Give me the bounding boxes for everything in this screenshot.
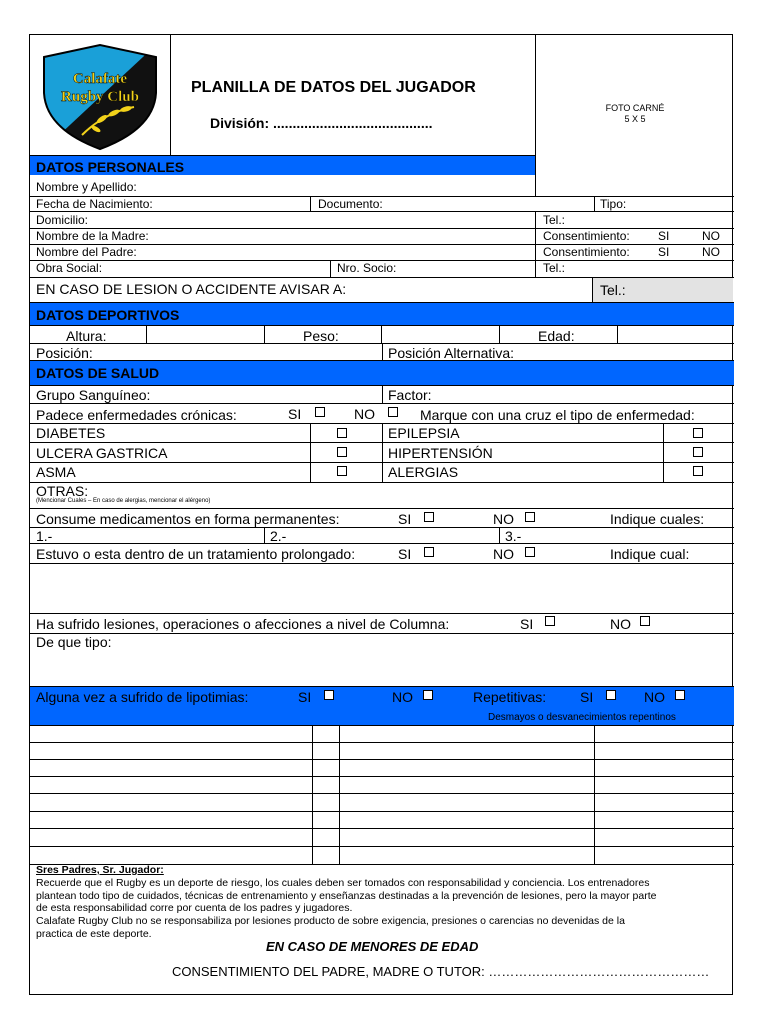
label-avisar: EN CASO DE LESION O ACCIDENTE AVISAR A: xyxy=(36,281,347,297)
label-medicamentos: Consume medicamentos en forma permanentes: xyxy=(36,511,340,527)
repetitivas-si-checkbox[interactable] xyxy=(606,690,616,700)
columna-no-label: NO xyxy=(610,616,631,632)
label-factor: Factor: xyxy=(388,387,432,403)
footer-p5: practica de este deporte. xyxy=(36,928,152,940)
medicamento-2[interactable]: 2.- xyxy=(270,528,287,544)
label-lipotimias: Alguna vez a sufrido de lipotimias: xyxy=(36,689,249,705)
label-fecha: Fecha de Nacimiento: xyxy=(36,197,153,211)
otras-note: (Mencionar Cuales – En caso de alergias, mencionar el alérgeno) xyxy=(36,498,211,504)
label-consentimiento-padre: Consentimiento: xyxy=(543,245,630,259)
tratamiento-no-label: NO xyxy=(493,546,514,562)
cronicas-si-label: SI xyxy=(288,406,302,422)
repetitivas-no-label: NO xyxy=(644,689,665,705)
medicamentos-no-label: NO xyxy=(493,511,514,527)
label-posicion-alt: Posición Alternativa: xyxy=(388,345,515,361)
photo-label: FOTO CARNÉ xyxy=(605,103,665,113)
padre-no[interactable]: NO xyxy=(702,245,720,259)
footer-p4: Calafate Rugby Club no se responsabiliza por lesiones producto de sobre exigencia, presiones o carencias no devenidas de la xyxy=(36,915,625,927)
tratamiento-si-checkbox[interactable] xyxy=(424,547,434,557)
label-obra-social: Obra Social: xyxy=(36,261,103,275)
label-domicilio: Domicilio: xyxy=(36,213,89,227)
cronicas-no-label: NO xyxy=(354,406,375,422)
tratamiento-no-checkbox[interactable] xyxy=(525,547,535,557)
section-title-salud: DATOS DE SALUD xyxy=(36,365,160,381)
tratamiento-detail-area[interactable] xyxy=(30,564,734,612)
lipotimias-no-label: NO xyxy=(392,689,413,705)
label-edad: Edad: xyxy=(538,328,575,344)
medicamento-1[interactable]: 1.- xyxy=(36,528,53,544)
epilepsia-checkbox[interactable] xyxy=(693,428,703,438)
repetitivas-no-checkbox[interactable] xyxy=(675,690,685,700)
club-logo xyxy=(42,43,158,151)
ulcera-checkbox[interactable] xyxy=(337,447,347,457)
label-otras: OTRAS: xyxy=(36,483,89,499)
label-altura: Altura: xyxy=(66,328,107,344)
label-hipertension: HIPERTENSIÓN xyxy=(388,445,493,461)
repetitivas-si-label: SI xyxy=(580,689,594,705)
label-posicion: Posición: xyxy=(36,345,93,361)
logo-text-2: Rugby Club xyxy=(61,89,139,105)
diabetes-checkbox[interactable] xyxy=(337,428,347,438)
medicamentos-si-label: SI xyxy=(398,511,412,527)
cronicas-no-checkbox[interactable] xyxy=(388,407,398,417)
footer-p1: Recuerde que el Rugby es un deporte de riesgo, los cuales deben ser tomados con responsabilidad y conciencia. Los entrenadores xyxy=(36,877,650,889)
alergias-checkbox[interactable] xyxy=(693,466,703,476)
label-marque: Marque con una cruz el tipo de enfermedad: xyxy=(420,407,695,423)
form-title: PLANILLA DE DATOS DEL JUGADOR xyxy=(191,79,476,96)
empty-grid[interactable] xyxy=(30,725,734,865)
madre-si[interactable]: SI xyxy=(658,229,670,243)
hipertension-checkbox[interactable] xyxy=(693,447,703,457)
label-repetitivas: Repetitivas: xyxy=(473,689,547,705)
label-nro-socio: Nro. Socio: xyxy=(337,261,397,275)
tratamiento-si-label: SI xyxy=(398,546,412,562)
division-field[interactable]: División: ......................................... xyxy=(210,115,433,131)
footer-heading: Sres Padres, Sr. Jugador: xyxy=(36,864,164,876)
cronicas-si-checkbox[interactable] xyxy=(315,407,325,417)
label-peso: Peso: xyxy=(303,328,339,344)
label-indique-cual: Indique cual: xyxy=(610,546,690,562)
footer-p2: plantean todo tipo de cuidados, técnicas de entrenamiento y enseñanzas destinadas a la prevención de lesiones, pero la mayor parte xyxy=(36,890,657,902)
medicamento-3[interactable]: 3.- xyxy=(505,528,522,544)
photo-size: 5 X 5 xyxy=(624,114,646,124)
label-tratamiento: Estuvo o esta dentro de un tratamiento prolongado: xyxy=(36,546,356,562)
madre-no[interactable]: NO xyxy=(702,229,720,243)
label-indique-cuales: Indique cuales: xyxy=(610,511,705,527)
label-grupo: Grupo Sanguíneo: xyxy=(36,387,151,403)
label-alergias: ALERGIAS xyxy=(388,464,459,480)
label-epilepsia: EPILEPSIA xyxy=(388,425,460,441)
section-title-personal: DATOS PERSONALES xyxy=(36,159,185,175)
asma-checkbox[interactable] xyxy=(337,466,347,476)
label-asma: ASMA xyxy=(36,464,76,480)
columna-no-checkbox[interactable] xyxy=(640,616,650,626)
columna-si-label: SI xyxy=(520,616,534,632)
lipotimias-no-checkbox[interactable] xyxy=(423,690,433,700)
label-cronicas: Padece enfermedades crónicas: xyxy=(36,407,237,423)
player-data-form xyxy=(29,34,733,995)
menores-heading: EN CASO DE MENORES DE EDAD xyxy=(266,939,479,954)
label-tel-domicilio: Tel.: xyxy=(543,213,566,227)
label-padre: Nombre del Padre: xyxy=(36,245,137,259)
label-desmayos: Desmayos o desvanecimientos repentinos xyxy=(488,712,676,723)
label-tel-obra: Tel.: xyxy=(543,261,566,275)
footer-p3: de esta responsabilidad corre por cuenta de los padres y jugadores. xyxy=(36,902,353,914)
label-madre: Nombre de la Madre: xyxy=(36,229,149,243)
medicamentos-si-checkbox[interactable] xyxy=(424,512,434,522)
label-tel-emergencia: Tel.: xyxy=(600,282,626,298)
logo-text-1: Calafate xyxy=(72,71,128,87)
columna-si-checkbox[interactable] xyxy=(545,616,555,626)
label-diabetes: DIABETES xyxy=(36,425,106,441)
lipotimias-si-label: SI xyxy=(298,689,312,705)
label-ulcera: ULCERA GASTRICA xyxy=(36,445,168,461)
lipotimias-si-checkbox[interactable] xyxy=(324,690,334,700)
consentimiento-tutor-field[interactable]: CONSENTIMIENTO DEL PADRE, MADRE O TUTOR: …………………………………………… xyxy=(172,964,710,979)
label-consentimiento-madre: Consentimiento: xyxy=(543,229,630,243)
label-documento: Documento: xyxy=(318,197,383,211)
medicamentos-no-checkbox[interactable] xyxy=(525,512,535,522)
padre-si[interactable]: SI xyxy=(658,245,670,259)
label-columna: Ha sufrido lesiones, operaciones o afecciones a nivel de Columna: xyxy=(36,616,450,632)
label-nombre: Nombre y Apellido: xyxy=(36,180,137,194)
label-tipo: Tipo: xyxy=(600,197,627,211)
section-title-deportivos: DATOS DEPORTIVOS xyxy=(36,307,180,323)
label-de-que-tipo: De que tipo: xyxy=(36,634,112,650)
